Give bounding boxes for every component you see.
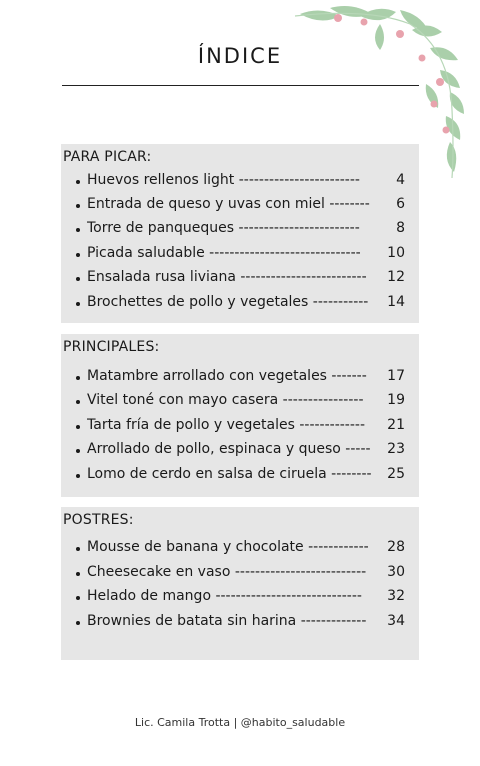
section-heading: PARA PICAR: — [63, 149, 152, 165]
item-page-number: 8 — [396, 220, 405, 236]
item-label: Vitel toné con mayo casera ---------------- — [87, 392, 364, 408]
item-label: Tarta fría de pollo y vegetales ------------- — [87, 417, 366, 433]
bullet-icon — [76, 277, 80, 281]
item-label: Torre de panqueques ------------------------ — [87, 220, 360, 236]
section-heading: PRINCIPALES: — [63, 339, 160, 355]
list-item — [61, 415, 419, 439]
page-title: ÍNDICE — [197, 44, 283, 68]
item-label: Mousse de banana y chocolate ------------ — [87, 539, 369, 555]
list-item — [61, 464, 419, 488]
footer-credit: Lic. Camila Trotta | @habito_saludable — [134, 716, 346, 729]
bullet-icon — [76, 253, 80, 257]
list-item — [61, 170, 419, 194]
item-page-number: 19 — [387, 392, 405, 408]
list-item — [61, 586, 419, 610]
item-page-number: 10 — [387, 245, 405, 261]
item-page-number: 6 — [396, 196, 405, 212]
section-para-picar — [61, 144, 419, 323]
item-page-number: 17 — [387, 368, 405, 384]
item-label: Ensalada rusa liviana ------------------------- — [87, 269, 367, 285]
list-item — [61, 292, 419, 316]
item-page-number: 14 — [387, 294, 405, 310]
list-item — [61, 439, 419, 463]
list-item — [61, 267, 419, 291]
list-item — [61, 390, 419, 414]
item-page-number: 23 — [387, 441, 405, 457]
bullet-icon — [76, 621, 80, 625]
item-page-number: 21 — [387, 417, 405, 433]
list-item — [61, 611, 419, 635]
item-page-number: 28 — [387, 539, 405, 555]
item-page-number: 4 — [396, 172, 405, 188]
item-label: Lomo de cerdo en salsa de ciruela -------- — [87, 466, 372, 482]
list-item — [61, 218, 419, 242]
section-postres — [61, 507, 419, 660]
bullet-icon — [76, 180, 80, 184]
bullet-icon — [76, 400, 80, 404]
bullet-icon — [76, 204, 80, 208]
bullet-icon — [76, 572, 80, 576]
item-page-number: 32 — [387, 588, 405, 604]
item-page-number: 12 — [387, 269, 405, 285]
item-label: Matambre arrollado con vegetales ------- — [87, 368, 367, 384]
item-label: Picada saludable ------------------------------ — [87, 245, 361, 261]
section-heading: POSTRES: — [63, 512, 134, 528]
list-item — [61, 562, 419, 586]
item-label: Cheesecake en vaso -------------------------- — [87, 564, 367, 580]
bullet-icon — [76, 596, 80, 600]
title-divider — [62, 85, 419, 86]
item-page-number: 25 — [387, 466, 405, 482]
bullet-icon — [76, 425, 80, 429]
item-page-number: 34 — [387, 613, 405, 629]
bullet-icon — [76, 547, 80, 551]
item-label: Brownies de batata sin harina ------------- — [87, 613, 367, 629]
bullet-icon — [76, 449, 80, 453]
bullet-icon — [76, 474, 80, 478]
list-item — [61, 194, 419, 218]
item-label: Arrollado de pollo, espinaca y queso ----- — [87, 441, 371, 457]
item-label: Brochettes de pollo y vegetales ----------- — [87, 294, 369, 310]
bullet-icon — [76, 228, 80, 232]
item-label: Huevos rellenos light ------------------------ — [87, 172, 360, 188]
list-item — [61, 537, 419, 561]
item-label: Entrada de queso y uvas con miel -------- — [87, 196, 370, 212]
item-page-number: 30 — [387, 564, 405, 580]
item-label: Helado de mango ----------------------------- — [87, 588, 362, 604]
section-principales — [61, 334, 419, 497]
list-item — [61, 243, 419, 267]
list-item — [61, 366, 419, 390]
bullet-icon — [76, 376, 80, 380]
bullet-icon — [76, 302, 80, 306]
